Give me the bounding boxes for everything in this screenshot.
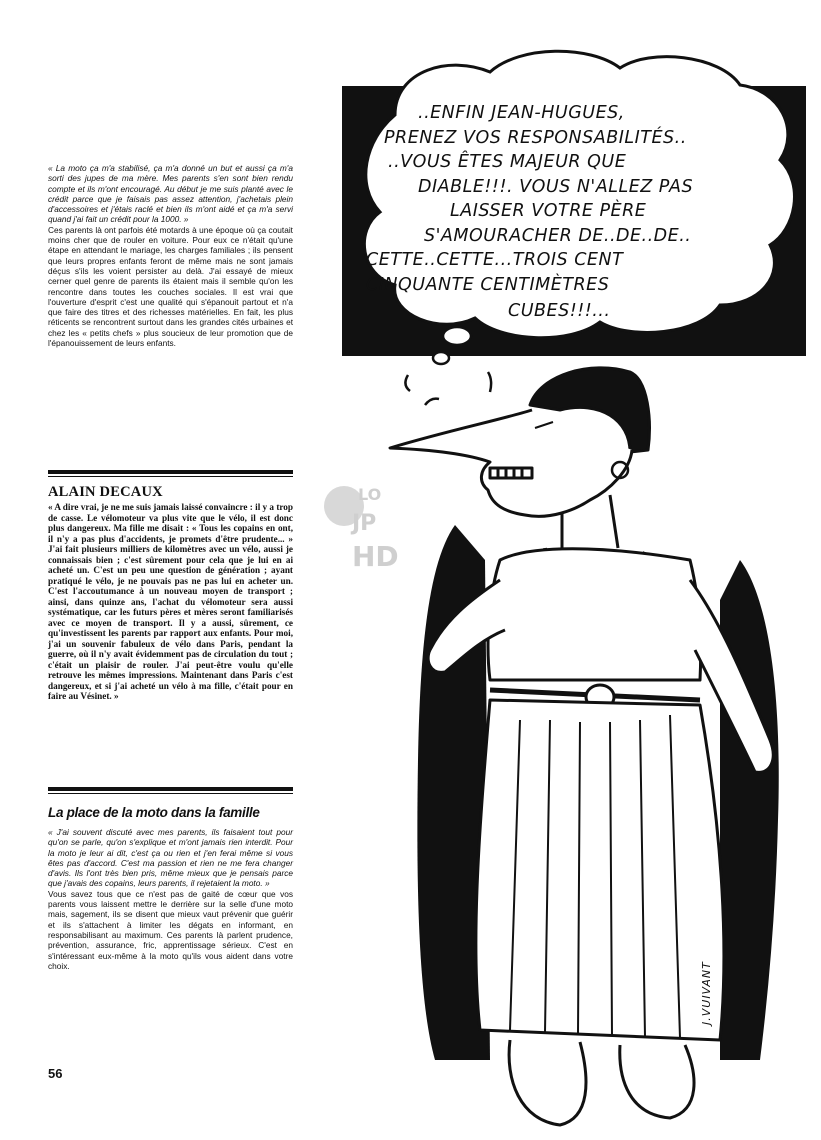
famille-quote: « J'ai souvent discuté avec mes parents, ils faisaient tout pour qu'on se parle, qu'on s'explique et m'ont jamais rien interdit. Pour la moto je leur ai dit, c'est ça ou rien et j'en ferai même si vous êtes pas d'accord. C'est ma passion et rien ne me fera changer d'avis. Ils l'ont très bien pris, même mieux que je pensais parce que j'avais des copains, leurs parents, il rejetaient la moto. » <box>48 827 293 889</box>
bubble-trail <box>443 327 471 345</box>
intro-quote: « La moto ça m'a stabilisé, ça m'a donné un but et aussi ça m'a sorti des jupes de ma mère. Mes parents s'en sont bien rendu compte et ils m'ont encouragé. Au début je me suis planté avec le crédit parce que je faisais pas assez attention, j'achetais plein d'accessoires et j'étais raclé et bien ils m'ont aidé et ça m'a servi quand j'ai fait un crédit pour la 1000. » <box>48 163 293 225</box>
bubble-line: CETTE..CETTE...TROIS CENT <box>366 250 624 270</box>
intro-section <box>48 163 293 348</box>
woman-figure <box>390 368 779 1125</box>
decaux-heading: ALAIN DECAUX <box>48 484 163 500</box>
bubble-line: CINQUANTE CENTIMÈTRES <box>366 275 610 295</box>
bubble-line: CUBES!!!... <box>508 301 611 321</box>
sweat-drop <box>488 372 491 392</box>
sweat-drop <box>425 399 439 405</box>
section-rule <box>48 787 293 791</box>
section-rule-thin <box>48 793 293 794</box>
section-rule <box>48 470 293 474</box>
famille-section <box>48 827 293 971</box>
bubble-line: PRENEZ VOS RESPONSABILITÉS.. <box>384 128 687 148</box>
bubble-line: S'AMOURACHER DE..DE..DE.. <box>424 226 692 246</box>
famille-heading: La place de la moto dans la famille <box>48 805 260 820</box>
bubble-line: DIABLE!!!. VOUS N'ALLEZ PAS <box>418 177 694 197</box>
bubble-line: ..VOUS ÊTES MAJEUR QUE <box>388 152 627 172</box>
sweat-drop <box>405 375 410 391</box>
artist-signature: J.VUIVANT <box>700 961 713 1025</box>
intro-body: Ces parents là ont parfois été motards à une époque où ça coutait moins cher que de rouler en voiture. Pour eux ce n'était qu'une étape en attendant le mariage, les charges familiales ; ils pensent que leurs propres enfants feront de même mais ne sont jamais déçus s'ils les voient persister au delà. J'ai essayé de mieux cerner quel genre de parents ils étaient mais il semble qu'on les rencontre dans toutes les couches sociales. Il est vrai que l'ouverture d'esprit c'est une qualité qui s'épanouit partout et n'a que faire des titres et des richesses matérielles. En fait, les plus réticents se rencontrent surtout dans les grandes cités urbaines et chez les « petits chefs » plus soucieux de leur promotion que de l'épanouissement de leurs enfants. <box>48 224 293 349</box>
bubble-trail <box>433 352 449 364</box>
decaux-quote: « A dire vrai, je ne me suis jamais laissé convaincre : il y a trop de casse. Le vélomoteur va plus vite que le vélo, il est donc plus dangereux. Ma fille me disait : « Tous les copains en ont, il n'y a pas plus d'accidents, je promets d'être prudente... » J'ai fait plusieurs milliers de kilomètres avec un vélo, aussi je connaissais bien ; c'est sûrement pour cela que je lui en ai acheté un. C'est un peu une question de génération ; ayant pratiqué le vélo, je ne pouvais pas ne pas lui en acheter un. C'est l'accoutumance à un nouveau moyen de transport ; ainsi, dans quinze ans, l'achat du vélomoteur sera aussi systématique, car les futurs pères et mères seront familiarisés avec ce moyen de transport. Il y a aussi, sûrement, ce qu'investissent les parents par rapport aux enfants. Pour moi, j'ai un souvenir fabuleux de vélo dans Paris, pendant la guerre, où il n'y avait évidemment pas de circulation du tout ; c'était un plaisir de rouler. J'ai peut-être voulu qu'elle retrouve les mêmes impressions. Maintenant dans Paris c'est dangereux, et si j'ai acheté un vélo à ma fille, c'était pour en faire au Vésinet. » <box>48 502 293 701</box>
svg-text:LO: LO <box>358 485 382 504</box>
page-number: 56 <box>48 1066 63 1081</box>
watermark-logo <box>322 478 399 588</box>
svg-text:JP: JP <box>352 511 377 536</box>
bubble-line: ..ENFIN JEAN-HUGUES, <box>418 103 625 123</box>
famille-body: Vous savez tous que ce n'est pas de gaité de cœur que vos parents vous laissent mettre le derrière sur la selle d'une moto mais, sagement, ils se disent que mieux vaut prévenir que guérir et ils s'attachent à limiter les dégats en informant, en responsabilisant au maximum. Ces parents là parlent prudence, prévention, assurance, fric, apprentissage sérieux. C'est en s'intéressant eux-même à la moto qu'ils vous aident dans votre choix. <box>48 888 293 971</box>
bubble-line: LAISSER VOTRE PÈRE <box>450 201 647 221</box>
section-rule-thin <box>48 476 293 477</box>
svg-text:HD: HD <box>352 540 399 573</box>
